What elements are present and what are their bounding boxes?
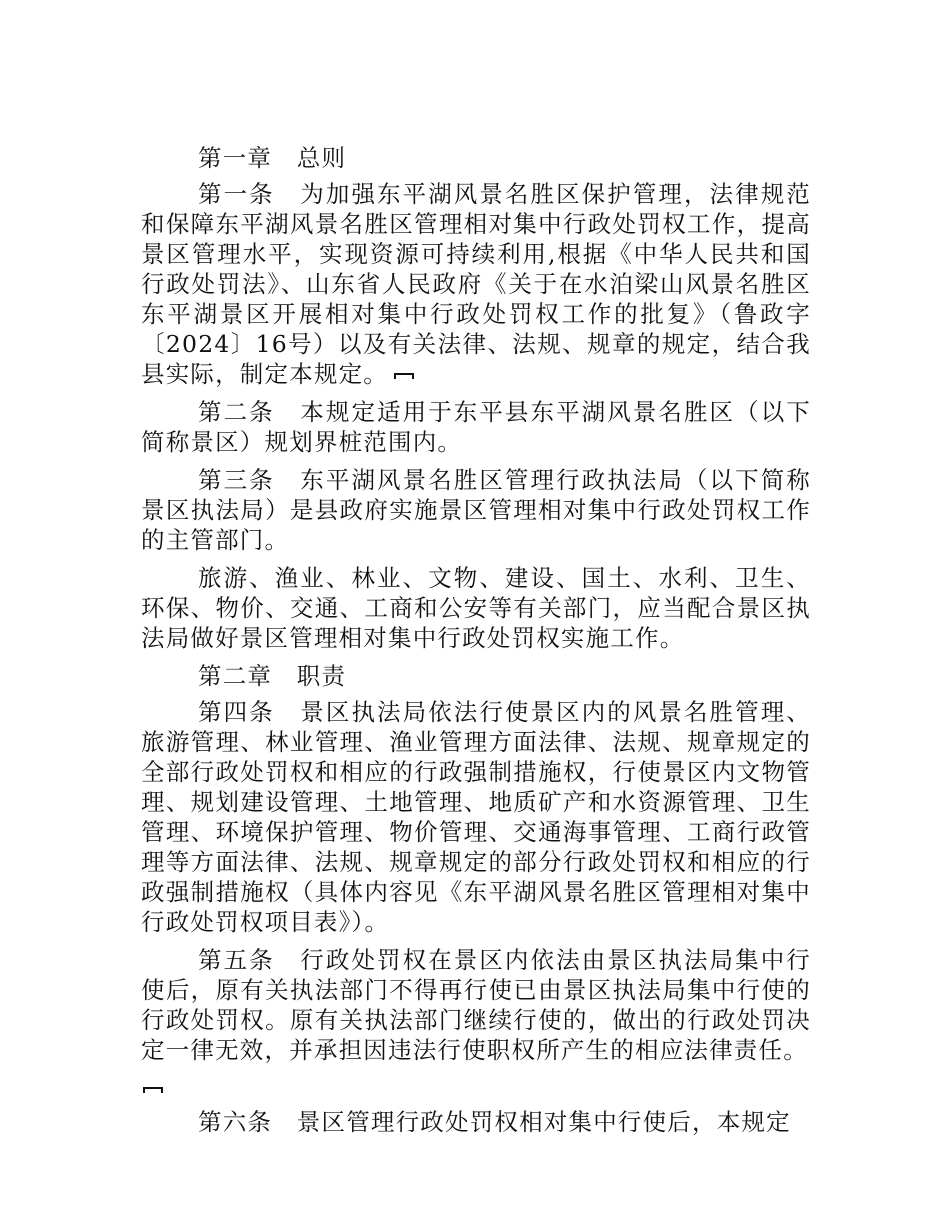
article-6: 第六条 景区管理行政处罚权相对集中行使后，本规定 xyxy=(198,1108,791,1136)
edit-mark-line xyxy=(141,1073,811,1103)
article-1 xyxy=(141,179,811,389)
article-4: 第四条 景区执法局依法行使景区内的风景名胜管理、旅游管理、林业管理、渔业管理方面法律、法规、规章规定的全部行政处罚权和相应的行政强制措施权，行使景区内文物管理、规划建设管理、土地管理、地质矿产和水资源管理、卫生管理、环境保护管理、物价管理、交通海事管理、工商行政管理等方面法律、法规、规章规定的部分行政处罚权和相应的行政强制措施权（具体内容见《东平湖风景名胜区管理相对集中行政处罚权项目表》）。 xyxy=(141,698,811,936)
article-5: 第五条 行政处罚权在景区内依法由景区执法局集中行使后，原有关执法部门不得再行使已由景区执法局集中行使的行政处罚权。原有关执法部门继续行使的，做出的行政处罚决定一律无效，并承担因违法行使职权所产生的相应法律责任。 xyxy=(141,946,811,1064)
article-2: 第二条 本规定适用于东平县东平湖风景名胜区（以下简称景区）规划界桩范围内。 xyxy=(141,398,811,456)
chapter-2-heading: 第二章 职责 xyxy=(198,662,347,690)
edit-mark-icon xyxy=(143,1087,163,1093)
document-body xyxy=(141,143,811,1145)
article-1-text: 第一条 为加强东平湖风景名胜区保护管理，法律规范和保障东平湖风景名胜区管理相对集中行政处罚权工作，提高景区管理水平，实现资源可持续利用,根据《中华人民共和国行政处罚法》、山东省人民政府《关于在水泊梁山风景名胜区东平湖景区开展相对集中行政处罚权工作的批复》（鲁政字〔2024〕16号）以及有关法律、法规、规章的规定，结合我县实际，制定本规定。 xyxy=(141,180,811,388)
edit-mark-icon xyxy=(394,373,414,379)
chapter-1-heading: 第一章 总则 xyxy=(198,144,347,172)
article-3: 第三条 东平湖风景名胜区管理行政执法局（以下简称景区执法局）是县政府实施景区管理相对集中行政处罚权工作的主管部门。 xyxy=(141,466,811,554)
article-3-paragraph-2: 旅游、渔业、林业、文物、建设、国土、水利、卫生、环保、物价、交通、工商和公安等有关部门，应当配合景区执法局做好景区管理相对集中行政处罚权实施工作。 xyxy=(141,564,811,652)
